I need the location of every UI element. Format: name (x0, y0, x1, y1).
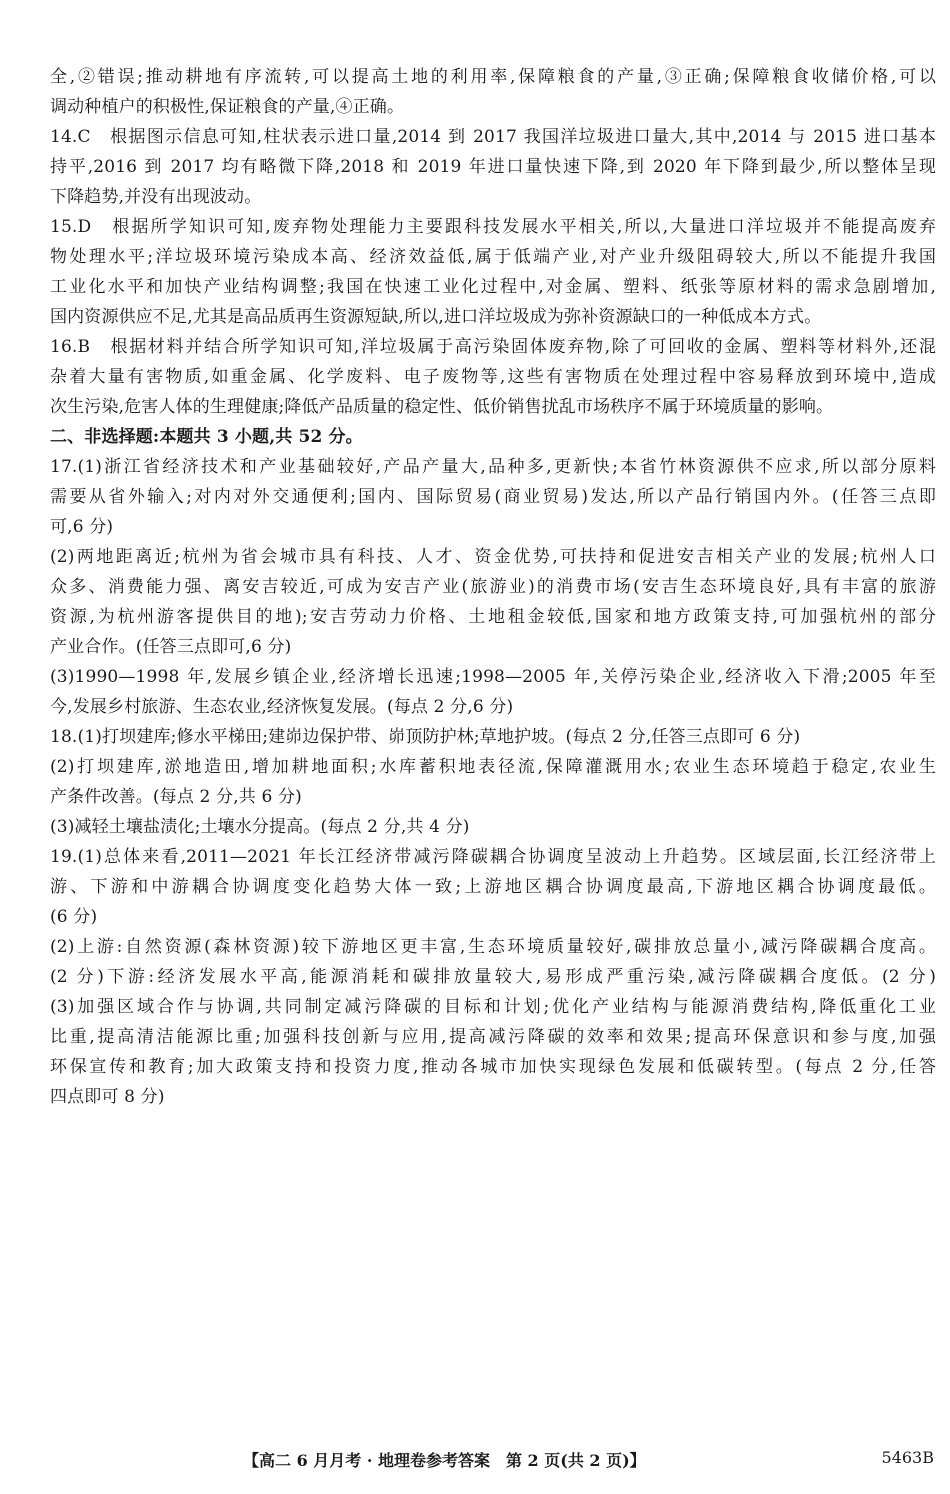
text-line: 今,发展乡村旅游、生态农业,经济恢复发展。(每点 2 分,6 分) (50, 697, 514, 717)
answer-18-line: 18.(1)打坝建库;修水平梯田;建峁边保护带、峁顶防护林;草地护坡。(每点 2 分,任答三点即可 6 分) (50, 727, 801, 747)
text-line: 资源,为杭州游客提供目的地);安吉劳动力价格、土地租金较低,国家和地方政策支持,可加强杭州的部分 (50, 607, 936, 627)
text-line: 下降趋势,并没有出现波动。 (50, 187, 262, 207)
answer-15-line: 15.D 根据所学知识可知,废弃物处理能力主要跟科技发展水平相关,所以,大量进口洋垃圾并不能提高废弃 (50, 217, 936, 237)
text-line: 四点即可 8 分) (50, 1087, 165, 1107)
text-line: (3)减轻土壤盐渍化;土壤水分提高。(每点 2 分,共 4 分) (50, 817, 470, 837)
answer-19-line: 19.(1)总体来看,2011—2021 年长江经济带减污降碳耦合协调度呈波动上升趋势。区域层面,长江经济带上 (50, 847, 936, 867)
text-line: 持平,2016 到 2017 均有略微下降,2018 和 2019 年进口量快速下降,到 2020 年下降到最少,所以整体呈现 (50, 157, 936, 177)
page-footer (0, 1448, 950, 1476)
text-line: 游、下游和中游耦合协调度变化趋势大体一致;上游地区耦合协调度最高,下游地区耦合协调度最低。 (50, 877, 936, 897)
text-line: (2)两地距离近;杭州为省会城市具有科技、人才、资金优势,可扶持和促进安吉相关产业的发展;杭州人口 (50, 547, 936, 567)
text-line: 物处理水平;洋垃圾环境污染成本高、经济效益低,属于低端产业,对产业升级阻碍较大,所以不能提升我国 (50, 247, 936, 267)
answer-16-line: 16.B 根据材料并结合所学知识可知,洋垃圾属于高污染固体废弃物,除了可回收的金属、塑料等材料外,还混 (50, 337, 936, 357)
section-heading: 二、非选择题:本题共 3 小题,共 52 分。 (50, 427, 363, 447)
text-line: 工业化水平和加快产业结构调整;我国在快速工业化过程中,对金属、塑料、纸张等原材料的需求急剧增加, (50, 277, 936, 297)
text-line: 可,6 分) (50, 517, 114, 537)
text-line: 调动种植户的积极性,保证粮食的产量,④正确。 (50, 97, 405, 117)
text-line: 国内资源供应不足,尤其是高品质再生资源短缺,所以,进口洋垃圾成为弥补资源缺口的一种低成本方式。 (50, 307, 822, 327)
answer-page (50, 62, 936, 1112)
text-line: 环保宣传和教育;加大政策支持和投资力度,推动各城市加快实现绿色发展和低碳转型。(每点 2 分,任答 (50, 1057, 936, 1077)
text-line: (2)打坝建库,淤地造田,增加耕地面积;水库蓄积地表径流,保障灌溉用水;农业生态环境趋于稳定,农业生 (50, 757, 936, 777)
text-line: 产业合作。(任答三点即可,6 分) (50, 637, 292, 657)
footer-title: 【高二 6 月月考 · 地理卷参考答案 第 2 页(共 2 页)】 (243, 1451, 646, 1470)
answer-14-line: 14.C 根据图示信息可知,柱状表示进口量,2014 到 2017 我国洋垃圾进口量大,其中,2014 与 2015 进口基本 (50, 127, 936, 147)
answer-17-line: 17.(1)浙江省经济技术和产业基础较好,产品产量大,品种多,更新快;本省竹林资源供不应求,所以部分原料 (50, 457, 936, 477)
text-line: 产条件改善。(每点 2 分,共 6 分) (50, 787, 302, 807)
text-line: 需要从省外输入;对内对外交通便利;国内、国际贸易(商业贸易)发达,所以产品行销国内外。(任答三点即 (50, 487, 936, 507)
footer-code: 5463B (881, 1448, 934, 1467)
text-line: (3)1990—1998 年,发展乡镇企业,经济增长迅速;1998—2005 年,关停污染企业,经济收入下滑;2005 年至 (50, 667, 936, 687)
text-line: 杂着大量有害物质,如重金属、化学废料、电子废物等,这些有害物质在处理过程中容易释放到环境中,造成 (50, 367, 936, 387)
text-line: (2)上游:自然资源(森林资源)较下游地区更丰富,生态环境质量较好,碳排放总量小,减污降碳耦合度高。 (50, 937, 936, 957)
text-line: (3)加强区域合作与协调,共同制定减污降碳的目标和计划;优化产业结构与能源消费结构,降低重化工业 (50, 997, 936, 1017)
text-line: 众多、消费能力强、离安吉较近,可成为安吉产业(旅游业)的消费市场(安吉生态环境良好,具有丰富的旅游 (50, 577, 936, 597)
text-line: (2 分)下游:经济发展水平高,能源消耗和碳排放量较大,易形成严重污染,减污降碳耦合度低。(2 分) (50, 967, 936, 987)
text-line: 比重,提高清洁能源比重;加强科技创新与应用,提高减污降碳的效率和效果;提高环保意识和参与度,加强 (50, 1027, 936, 1047)
text-line: 全,②错误;推动耕地有序流转,可以提高土地的利用率,保障粮食的产量,③正确;保障粮食收储价格,可以 (50, 67, 936, 87)
text-line: (6 分) (50, 907, 98, 927)
text-line: 次生污染,危害人体的生理健康;降低产品质量的稳定性、低价销售扰乱市场秩序不属于环境质量的影响。 (50, 397, 834, 417)
